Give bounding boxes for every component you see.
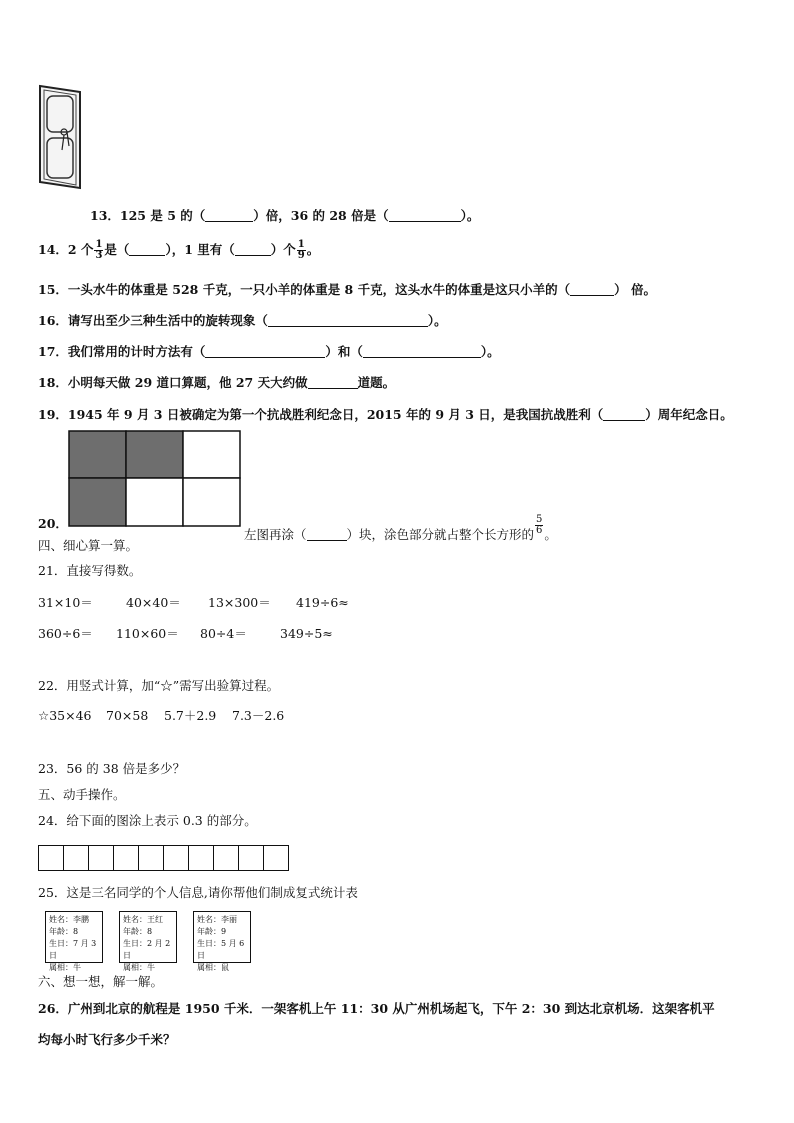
answer-blank[interactable] [389,208,461,222]
card-name: 姓名：李鹏 [49,915,89,924]
question-20: 左图再涂（ ）块，涂色部分就占整个长方形的 $\frac{5}{6}$ 。 [244,514,557,542]
calc-row-1 [38,594,349,612]
grid-cell-shaded [69,478,126,526]
answer-blank[interactable] [307,527,347,541]
rectangle-grid [68,430,242,528]
question-22-items [38,707,284,725]
grid-cell-shaded [126,431,183,478]
student-card [45,911,103,972]
card-birthday: 生日：5 月 6 日 [197,939,245,960]
question-13: 13．125 是 5 的（ ）倍，36 的 28 倍是（ ）。 [90,208,480,223]
calc-item: 110×60＝ [116,626,179,641]
answer-blank[interactable] [268,313,428,327]
question-24-title: 24．给下面的图涂上表示 0.3 的部分。 [38,813,257,828]
strip-cell[interactable] [188,845,214,871]
answer-blank[interactable] [129,242,165,256]
strip-cell[interactable] [38,845,64,871]
strip-cell[interactable] [213,845,239,871]
calc-item: 5.7＋2.9 [164,708,217,723]
calc-item: ☆35×46 [38,708,92,723]
section-heading-6: 六、想一想，解一解。 [38,974,164,989]
calc-item: 80÷4＝ [200,626,247,641]
calc-item: 70×58 [106,708,149,723]
answer-blank[interactable] [308,375,358,389]
strip-cell[interactable] [113,845,139,871]
section-heading-4: 四、细心算一算。 [38,538,139,553]
strip-cell[interactable] [63,845,89,871]
card-name: 姓名：李丽 [197,915,237,924]
card-birthday: 生日：7 月 3 日 [49,939,97,960]
answer-blank[interactable] [205,208,253,222]
question-23: 23．56 的 38 倍是多少？ [38,761,186,776]
grid-cell-blank [126,478,183,526]
question-26-line1: 26．广州到北京的航程是 1950 千米．一架客机上午 11：30 从广州机场起飞，下午 2：30 到达北京机场．这架客机平 [38,1001,715,1016]
student-card [119,911,177,972]
calc-item: 360÷6＝ [38,626,93,641]
question-26-line2: 均每小时飞行多少千米？ [38,1032,176,1047]
question-21-title: 21．直接写得数。 [38,563,142,578]
grid-cell-blank [183,431,240,478]
strip-cell[interactable] [163,845,189,871]
calc-item: 419÷6≈ [296,595,349,610]
card-zodiac: 属相：牛 [49,963,81,972]
strip-cell[interactable] [238,845,264,871]
answer-blank[interactable] [603,407,645,421]
card-name: 姓名：王红 [123,915,163,924]
fraction: $\frac{1}{9}$ [297,239,305,261]
calc-item: 13×300＝ [208,595,271,610]
section-heading-5: 五、动手操作。 [38,787,126,802]
decimal-strip [39,845,289,871]
card-zodiac: 属相：牛 [123,963,155,972]
question-14: 14．2 个 $\frac{1}{3}$ 是（ ），1 里有（ ）个 $\frac{1}{9}$ 。 [38,239,320,261]
question-20-number: 20． [38,516,68,531]
calc-item: 31×10＝ [38,595,93,610]
strip-cell[interactable] [263,845,289,871]
card-age: 年龄：8 [49,927,79,936]
question-18: 18．小明每天做 29 道口算题，他 27 天大约做 道题。 [38,375,396,390]
calc-item: 7.3－2.6 [232,708,285,723]
answer-blank[interactable] [235,242,271,256]
question-25-title: 25．这是三名同学的个人信息,请你帮他们制成复式统计表 [38,885,358,900]
question-22-title: 22．用竖式计算，加“☆”需写出验算过程。 [38,678,280,693]
grid-cell-shaded [69,431,126,478]
calc-item: 40×40＝ [126,595,181,610]
fraction: $\frac{1}{3}$ [95,239,103,261]
card-age: 年龄：8 [123,927,153,936]
card-zodiac: 属相：鼠 [197,963,229,972]
question-19: 19．1945 年 9 月 3 日被确定为第一个抗战胜利纪念日，2015 年的 9 月 3 日，是我国抗战胜利（ ）周年纪念日。 [38,407,733,422]
question-17: 17．我们常用的计时方法有（ ）和（ ）。 [38,344,500,359]
answer-blank[interactable] [205,344,325,358]
student-card [193,911,251,972]
card-birthday: 生日：2 月 2 日 [123,939,171,960]
question-15: 15．一头水牛的体重是 528 千克，一只小羊的体重是 8 千克，这头水牛的体重是这只小羊的（ ） 倍。 [38,282,656,297]
strip-cell[interactable] [138,845,164,871]
card-age: 年龄：9 [197,927,227,936]
answer-blank[interactable] [570,282,614,296]
calc-row-2 [38,625,333,643]
door-illustration [36,82,84,190]
grid-cell-blank [183,478,240,526]
calc-item: 349÷5≈ [280,626,333,641]
question-16: 16．请写出至少三种生活中的旋转现象（ ）。 [38,313,447,328]
answer-blank[interactable] [363,344,481,358]
strip-cell[interactable] [88,845,114,871]
fraction: $\frac{5}{6}$ [536,514,543,536]
